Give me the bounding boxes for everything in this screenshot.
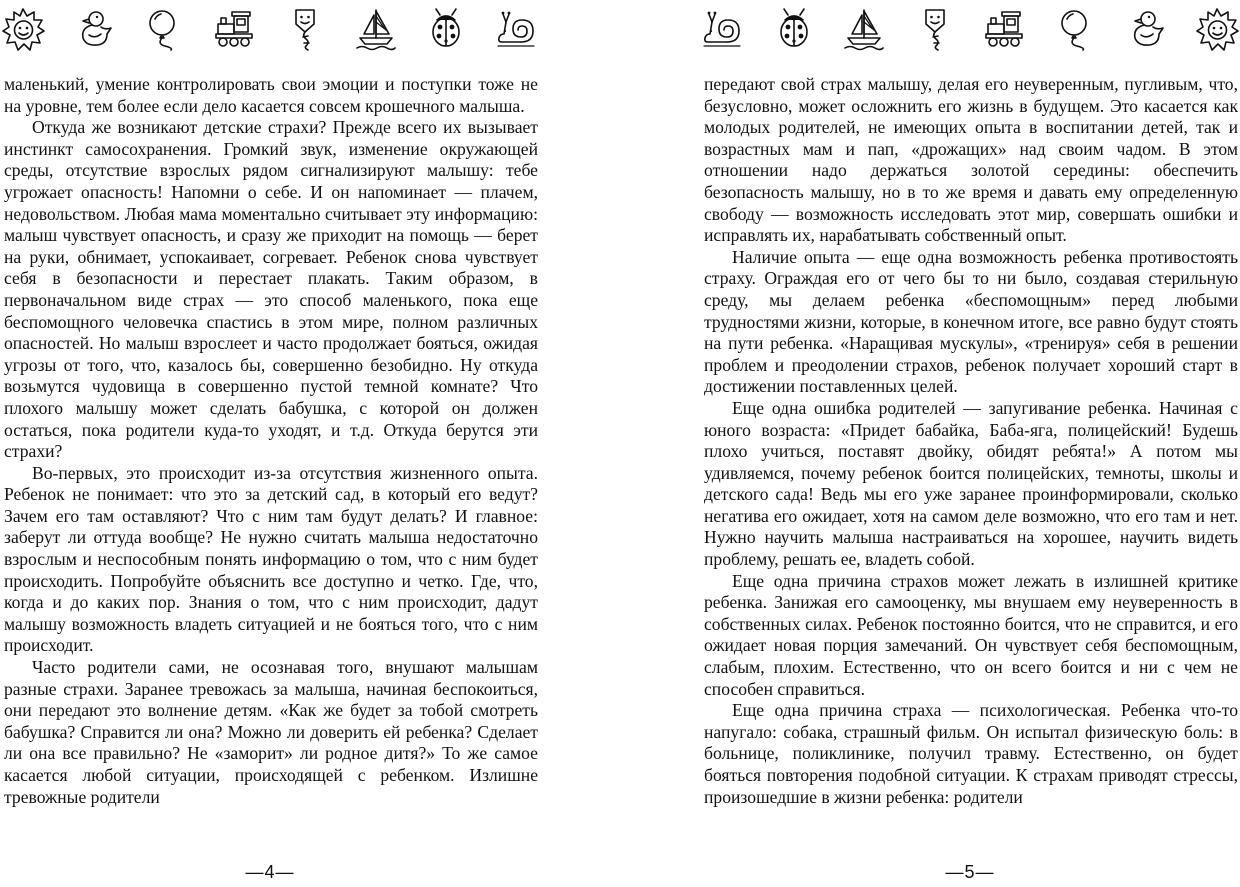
right-header-icons: [700, 4, 1240, 54]
snail-icon: [700, 6, 746, 52]
locomotive-icon: [212, 6, 258, 52]
duck-icon: [71, 6, 117, 52]
paragraph: Еще одна причина страхов может лежать в излишней критике ребенка. Занижая его самооценку, мы внушаем ему неуверенность в собственных силах. Ребенок постоянно боится, что не справится, и его ожидает новая порция замечаний. Он чувствует себя беспомощным, слабым, плохим. Естественно, что он всего боится и ни с чем не способен справиться.: [704, 570, 1238, 699]
paragraph: Еще одна ошибка родителей — запугивание ребенка. Начиная с юного возраста: «Придет бабайка, Баба-яга, полицейский! Будешь плохо учиться, поставят двойку, обидят ребята!» А потом мы удивляемся, почему ребенок боится полицейских, темноты, школы и детского сада! Ведь мы его уже заранее проинформировали, сколько негатива его ожидает, хотя на самом деле возможно, что его там и нет. Нужно научить малыша настраиваться на хорошее, научить видеть проблему, решать ее, владеть собой.: [704, 397, 1238, 570]
ladybug-icon: [771, 6, 817, 52]
sailboat-icon: [841, 6, 887, 52]
left-page-text: [4, 74, 538, 808]
ladybug-icon: [423, 6, 469, 52]
page-number: —5—: [945, 862, 995, 882]
right-page: [700, 0, 1240, 887]
left-page: [0, 0, 540, 887]
page-number: —4—: [245, 862, 295, 882]
snail-icon: [494, 6, 540, 52]
sun-icon: [0, 6, 46, 52]
paragraph: маленький, умение контролировать свои эмоции и поступки тоже не на уровне, тем более если дело касается совсем крошечного малыша.: [4, 74, 538, 116]
duck-icon: [1123, 6, 1169, 52]
paragraph: Наличие опыта — еще одна возможность ребенка противостоять страху. Ограждая его от чего бы то ни было, создавая стерильную среду, мы делаем ребенка «беспомощным» перед любыми трудностями жизни, которые, в конечном итоге, все равно будут стоять на пути ребенка. «Наращивая мускулы», «тренируя» себя в решении проблем и преодолении страхов, ребенок получает хороший старт в достижении поставленных целей.: [704, 246, 1238, 397]
balloon-icon: [1053, 6, 1099, 52]
right-page-text: [704, 74, 1238, 808]
locomotive-icon: [982, 6, 1028, 52]
left-header-icons: [0, 4, 540, 54]
paragraph: передают свой страх малышу, делая его неуверенным, пугливым, что, безусловно, может осложнить его жизнь в будущем. Это касается как молодых родителей, не имеющих опыта в воспитании детей, так и возрастных мам и пап, «дрожащих» над своим чадом. В этом отношении надо держаться золотой середины: обеспечить безопасность малышу, но в то же время и давать ему определенную свободу — возможность исследовать этот мир, совершать ошибки и исправлять их, нарабатывать собственный опыт.: [704, 74, 1238, 246]
balloon-icon: [141, 6, 187, 52]
paragraph: Еще одна причина страха — психологическая. Ребенка что-то напугало: собака, страшный фильм. Он испытал физическую боль: в больнице, поликлинике, получил травму. Естественно, он будет бояться повторения подобной ситуации. К страхам приводят стрессы, произошедшие в жизни ребенка: родители: [704, 700, 1238, 807]
kite-icon: [912, 6, 958, 52]
paragraph: Откуда же возникают детские страхи? Прежде всего их вызывает инстинкт самосохранения. Громкий звук, изменение окружающей среды, отсутствие взрослых рядом сигнализируют малышу: тебе угрожает опасность! Напомни о себе. И он напоминает — плачем, недовольством. Любая мама моментально считывает эту информацию: малыш чувствует опасность, и сразу же приходит на помощь — берет на руки, обнимает, успокаивает, согревает. Ребенок снова чувствует себя в безопасности и перестает плакать. Таким образом, в первоначальном виде страх — это способ маленького, пока еще беспомощного человечка спастись в этом мире, полном различных опасностей. Но малыш взрослеет и часто продолжает бояться, ожидая угрозы от того, что, казалось бы, совершенно безобидно. Ну откуда возьмутся чудовища в совершенно пустой темной комнате? Что плохого малышу может сделать бабушка, с которой он должен остаться, пока родители куда-то уходят, и т.д. Откуда берутся эти страхи?: [4, 117, 538, 462]
sailboat-icon: [353, 6, 399, 52]
kite-icon: [282, 6, 328, 52]
sun-icon: [1194, 6, 1240, 52]
paragraph: Часто родители сами, не осознавая того, внушают малышам разные страхи. Заранее тревожась за малыша, начиная беспокоиться, они передают это волнение детям. «Как же будет за тобой смотреть бабушка? Справится ли она? Можно ли доверить ей ребенка? Сделает ли она все правильно? Не «заморит» ли родное дитя?» То же самое касается любой ситуации, происходящей с ребенком. Излишне тревожные родители: [4, 657, 538, 807]
paragraph: Во-первых, это происходит из-за отсутствия жизненного опыта. Ребенок не понимает: что это за детский сад, в который его ведут? Зачем его там оставляют? Что с ним там будут делать? И главное: заберут ли оттуда вообще? Не нужно считать малыша недостаточно взрослым и неспособным понять информацию о том, что с ним будет происходить. Попробуйте объяснить все доступно и четко. Где, что, когда и до каких пор. Знания о том, что с ним происходит, дадут малышу возможность владеть ситуацией и не бояться того, что с ним происходит.: [4, 462, 538, 656]
